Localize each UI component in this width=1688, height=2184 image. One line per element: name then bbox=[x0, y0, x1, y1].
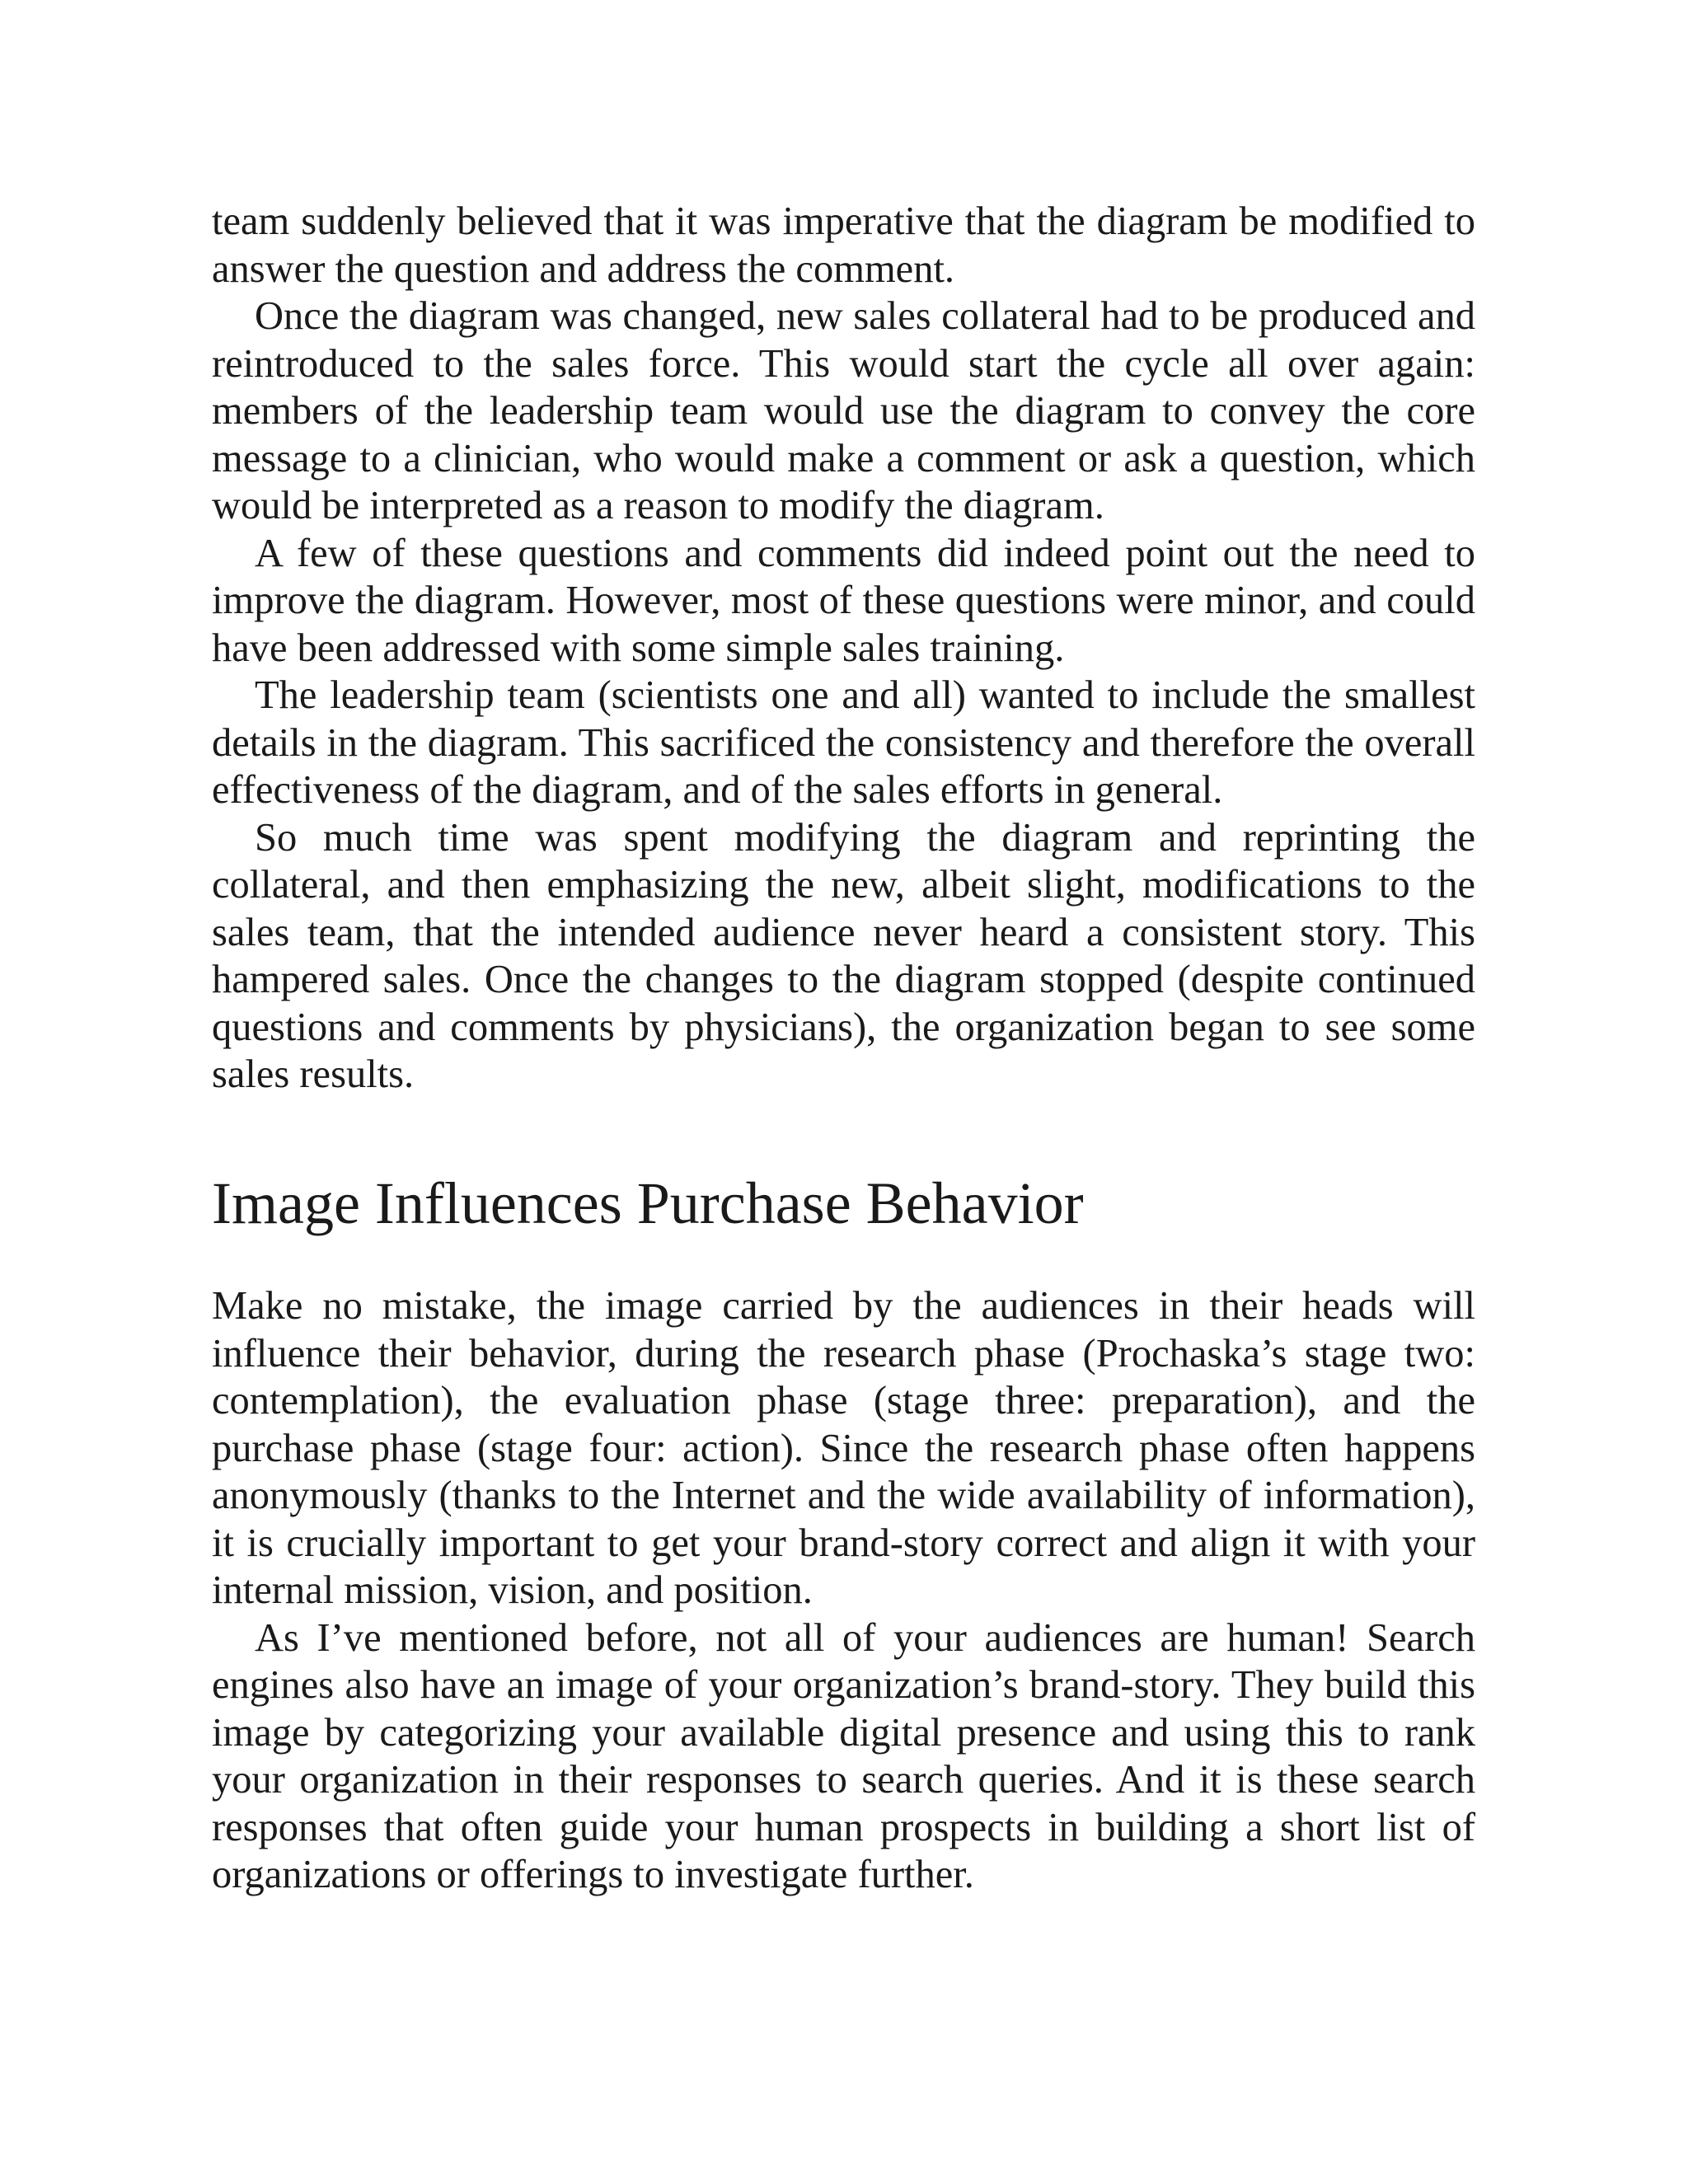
paragraph: Once the diagram was changed, new sales collateral had to be produced and reintroduced to the sales force. This would start the cycle all over again: members of the leadership team would use the diagram to convey the core message to a clinician, who would make a comment or ask a question, which would be interpreted as a reason to modify the diagram. bbox=[212, 294, 1475, 527]
section-2-body bbox=[212, 1282, 1475, 1899]
paragraph: The leadership team (scientists one and all) wanted to include the smallest details in the diagram. This sacrificed the consistency and therefore the overall effectiveness of the diagram, and of the sales efforts in general. bbox=[212, 673, 1475, 812]
section-heading: Image Influences Purchase Behavior bbox=[212, 1170, 1084, 1236]
paragraph-continuation: team suddenly believed that it was imperative that the diagram be modified to answer the question and address the comment. bbox=[212, 199, 1475, 291]
paragraph: A few of these questions and comments did indeed point out the need to improve the diagram. However, most of these questions were minor, and could have been addressed with some simple sales training. bbox=[212, 531, 1475, 670]
paragraph: Make no mistake, the image carried by the audiences in their heads will influence their behavior, during the research phase (Prochaska’s stage two: contemplation), the evaluation phase (stage three: preparation), and the purchase phase (stage four: action). Since the research phase often happens anonymously (thanks to the Internet and the wide availability of information), it is crucially important to get your brand-story correct and align it with your internal mission, vision, and position. bbox=[212, 1284, 1475, 1612]
section-1-body bbox=[212, 198, 1475, 1099]
paragraph: So much time was spent modifying the diagram and reprinting the collateral, and then emphasizing the new, albeit slight, modifications to the sales team, that the intended audience never heard a consistent story. This hampered sales. Once the changes to the diagram stopped (despite continued questions and comments by physicians), the organization began to see some sales results. bbox=[212, 815, 1475, 1096]
paragraph: As I’ve mentioned before, not all of your audiences are human! Search engines also have an image of your organization’s brand-story. They build this image by categorizing your available digital presence and using this to rank your organization in their responses to search queries. And it is these search responses that often guide your human prospects in building a short list of organizations or offerings to investigate further. bbox=[212, 1615, 1475, 1896]
